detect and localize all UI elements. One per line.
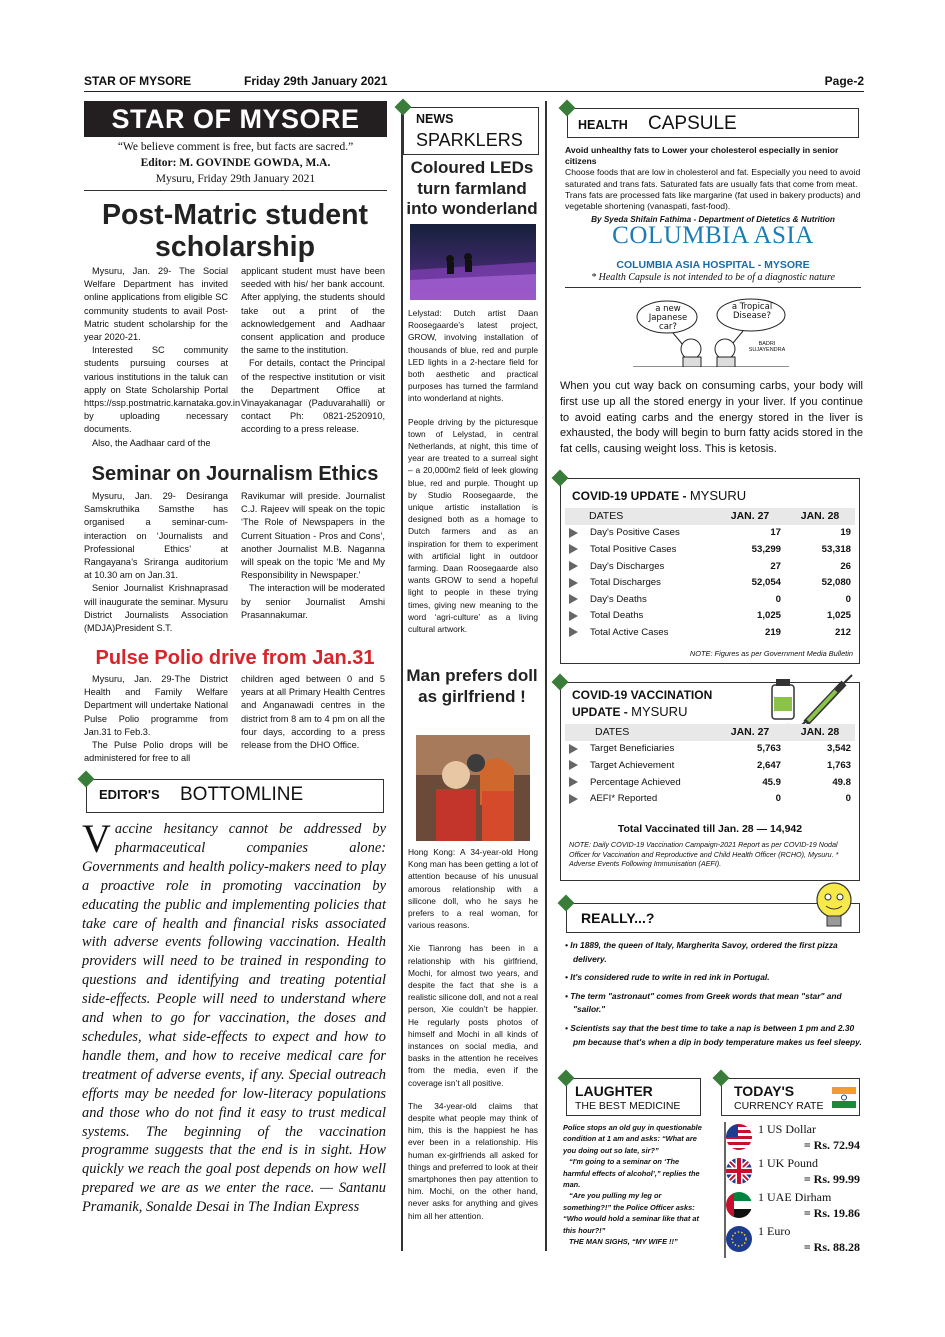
row-label: Target Achievement: [590, 759, 675, 771]
joke-line: “I'm going to a seminar on ‘The harmful effects of alcohol’,” replies the man.: [563, 1157, 700, 1190]
covid-col-header: JAN. 27: [715, 508, 785, 525]
table-row: [565, 558, 855, 575]
vacc-box: [560, 682, 860, 881]
arrow-icon: [569, 544, 578, 554]
table-row: [565, 741, 855, 758]
joke-line: “Are you pulling my leg or something?!” the Police Officer asks: “Who would hold a seminar like that at this hour?!”: [563, 1191, 699, 1235]
covid-col-header: DATES: [565, 508, 715, 525]
corner-mark: [552, 674, 569, 691]
row-value: 1,025: [826, 610, 851, 622]
health-body: Choose foods that are low in cholesterol and fat. Especially you need to avoid saturated and trans fats. Saturated fats are usually fats that come from meat. Trans fats are processed fats like margarine (fat used in bakery products) and vegetable shortening (vanaspati, fast-food).: [565, 167, 861, 212]
table-row: [565, 574, 855, 591]
arrow-icon: [569, 578, 578, 588]
cartoon-signature: BADRI SUJAYENDRA: [748, 341, 786, 353]
polio-col2: [241, 673, 385, 752]
editor-label-bold: EDITOR'S: [99, 787, 160, 802]
row-value: 0: [775, 793, 781, 805]
editor-body: accine hesitancy cannot be addressed by pharmaceutical companies alone: Governments and health policy-makers need to play a proactive role in promoting vaccination by educating the public and implementing policies that take care of health and financial risks associated with adverse events following vaccination. Health providers will need to be trained in responding to questions and identifying and treating potential side-effects. People will need to understand where and when to go for vaccination, the doses and schedules, what side-effects to expect and how to handle them, and how to receive medical care for treatment of adverse events, if any. Special outreach efforts may be needed for low-literacy populations and those who do not find it easy to trust medical systems. The beginning of the vaccination programme suggests that the end is in sight. How quickly we reach the goal post depends on how well prepared we are as we enter the race. — Santanu Pramanik, Sonalde Desai in The Indian Express: [82, 821, 386, 1216]
eu-flag-icon: [726, 1226, 752, 1252]
row-value: 53,299: [751, 543, 781, 555]
laughter-box: [566, 1078, 701, 1116]
row-value: 5,763: [756, 743, 781, 755]
really-title: REALLY...?: [581, 910, 655, 926]
currency-name: 1 Euro: [758, 1224, 791, 1238]
table-row: [565, 525, 855, 542]
list-item: • The term "astronaut" comes from Greek words that mean "star" and "sailor.": [565, 990, 842, 1015]
vacc-col-header: DATES: [565, 724, 715, 741]
header-title: STAR OF MYSORE: [84, 74, 192, 88]
led-field-photo: [410, 224, 536, 300]
health-note: * Health Capsule is not intended to be of a diagnostic nature: [591, 272, 835, 283]
vacc-total: Total Vaccinated till Jan. 28 — 14,942: [617, 823, 803, 835]
covid-title-bold: COVID-19 UPDATE -: [572, 489, 687, 503]
health-label-light: CAPSULE: [648, 113, 737, 134]
covid-col-header: JAN. 28: [785, 508, 855, 525]
list-item: • In 1889, the queen of Italy, Margherita Savoy, ordered the first pizza delivery.: [565, 940, 838, 964]
health-box: [567, 108, 859, 138]
table-row: [565, 608, 855, 625]
vacc-title-bold: UPDATE -: [572, 705, 628, 719]
row-label: Total Deaths: [590, 610, 644, 622]
row-label: AEFI* Reported: [590, 793, 658, 805]
table-row: [565, 541, 855, 558]
doll-photo-art: [416, 735, 530, 841]
row-label: Total Discharges: [590, 577, 661, 589]
vacc-title-line2: [572, 704, 687, 719]
currency-name: 1 UAE Dirham: [758, 1190, 832, 1204]
doll-photo: [416, 735, 530, 841]
scholarship-headline: [80, 199, 390, 263]
news-para: The 34-year-old claims that despite what people may think of him, this is the happiest he has ever been in a relationship. His human ex-girlfriends all asked for things and preferred to look at their smartphones then pay attention to him. Mochi, on the other hand, never asks for anything and gives him all her attention.: [408, 1100, 538, 1221]
row-value: 52,054: [751, 577, 781, 589]
uk-flag-icon: [726, 1158, 752, 1184]
currency-rate: = Rs. 72.94: [803, 1138, 860, 1152]
vacc-col-header: JAN. 28: [785, 724, 855, 741]
news-para: Lelystad: Dutch artist Daan Roosegaarde’s latest project, GROW, involving installation of thousands of blue, red and purple LED lights in a 2-hectare field for both aesthetic and practical purposes has turned the farmland into wonderland at nights.: [408, 308, 538, 404]
row-label: Day's Positive Cases: [590, 527, 680, 539]
row-label: Target Beneficiaries: [590, 743, 675, 755]
news-para: Xie Tianrong has been in a relationship with his girlfriend, Mochi, for almost two years, and despite the fact that she is a realistic silicone doll, and not a real person, Xie couldn’t be happier. He regularly posts photos of himself and Mochi in all kinds of instances on social media, and basks in the attention he receives from the media, even if the coverage isn’t all positive.: [408, 943, 538, 1088]
header-date: Friday 29th January 2021: [244, 74, 388, 88]
masthead-editor: Editor: M. GOVINDE GOWDA, M.A.: [140, 157, 331, 169]
currency-item-usd: [726, 1122, 862, 1156]
news-para: Hong Kong: A 34-year-old Hong Kong man has been getting a lot of attention because of his unusual amorous relationship with a silicone doll, who he says he prefers to a real woman, for various reasons.: [408, 847, 538, 931]
table-row: [565, 774, 855, 791]
currency-name: 1 UK Pound: [758, 1156, 819, 1170]
laughter-subtitle: THE BEST MEDICINE: [575, 1100, 681, 1112]
health-text: [565, 145, 861, 225]
corner-mark: [713, 1070, 730, 1087]
table-row: [565, 624, 855, 641]
editor-text: [82, 816, 386, 1217]
news-label-bold: NEWS: [416, 112, 454, 126]
covid-box: [560, 478, 860, 664]
currency-subtitle: CURRENCY RATE: [734, 1100, 824, 1112]
vacc-title-line1: COVID-19 VACCINATION: [572, 688, 713, 702]
lightbulb-icon: [806, 880, 862, 932]
currency-item-gbp: [726, 1156, 862, 1190]
currency-box: [721, 1078, 860, 1116]
seminar-para: The interaction will be moderated by senior Journalist Amshi Prasannakumar.: [241, 583, 385, 620]
joke-line: THE MAN SIGHS, “MY WIFE !!”: [569, 1237, 678, 1247]
row-value: 27: [770, 560, 781, 572]
covid-table: [565, 508, 855, 641]
ketosis-para: When you cut way back on consuming carbs, your body will first use up all the stored energy in your liver. If you continue to avoid eating carbs and the energy stored in the liver is exhausted, the body will begin to burn fatty acids stored in the fat cells, causing weight loss. This is ketosis.: [560, 380, 863, 456]
corner-mark: [559, 100, 576, 117]
polio-para: Mysuru, Jan. 29-The District Health and Family Welfare Department will undertake National Pulse Polio programme from Jan.31 to Feb.3.: [84, 674, 228, 737]
really-item-text: Scientists say that the best time to take a nap is between 1 pm and 2.30 pm because that's when a dip in body temperature makes us feel sleepy.: [570, 1022, 862, 1047]
row-label: Day's Discharges: [590, 560, 665, 572]
seminar-para: Senior Journalist Krishnaprasad will inaugurate the seminar. Mysuru District Journalists Association (MDJA)President S.T.: [84, 583, 229, 634]
health-rule: [565, 287, 861, 288]
row-value: 2,647: [756, 759, 781, 771]
row-label: Percentage Achieved: [590, 776, 681, 788]
currency-item-eur: [726, 1224, 862, 1258]
row-value: 0: [775, 593, 781, 605]
arrow-icon: [569, 744, 578, 754]
vacc-note: NOTE: Daily COVID-19 Vaccination Campaign-2021 Report as per COVID-19 Nodal Officer for Vaccination and Reproductive and Child Health Officer (RCHO), Mysuru. * Adverse Events Following Immunisation (AEFI).: [569, 840, 839, 869]
covid-title-light: MYSURU: [689, 488, 747, 503]
header-page: Page-2: [824, 74, 864, 88]
scholarship-col1: [84, 265, 241, 450]
health-lead: Avoid unhealthy fats to Lower your cholesterol especially in senior citizens: [565, 145, 839, 167]
really-list: [563, 939, 863, 1049]
corner-mark: [558, 895, 575, 912]
currency-name: 1 US Dollar: [758, 1122, 816, 1136]
table-row: [565, 757, 855, 774]
corner-mark: [552, 470, 569, 487]
news-box: [403, 107, 539, 155]
laughter-title: LAUGHTER: [575, 1083, 653, 1099]
row-value: 0: [845, 593, 851, 605]
masthead-motto: “We believe comment is free, but facts are sacred.”: [117, 141, 354, 153]
health-byline: By Syeda Shifain Fathima - Department of Dietetics & Nutrition: [591, 215, 835, 225]
corner-mark: [395, 99, 412, 116]
vacc-header-row: [565, 724, 855, 741]
scholarship-para: For details, contact the Principal of the respective institution or visit the Department Office at Vinayakanagar (Paduvarahalli) or contact Ph: 0821-2520910, according to a press release.: [241, 358, 385, 435]
list-item: • Scientists say that the best time to take a nap is between 1 pm and 2.30 pm because that's when a dip in body temperature makes us feel sleepy.: [565, 1022, 862, 1047]
corner-mark: [78, 771, 95, 788]
seminar-col1: [84, 490, 228, 635]
polio-col1: [84, 673, 228, 765]
really-item-text: In 1889, the queen of Italy, Margherita Savoy, ordered the first pizza delivery.: [570, 940, 838, 964]
row-label: Day's Deaths: [590, 593, 647, 605]
row-value: 19: [840, 527, 851, 539]
corner-mark: [558, 1070, 575, 1087]
arrow-icon: [569, 611, 578, 621]
row-value: 1,025: [756, 610, 781, 622]
vacc-col-header: JAN. 27: [715, 724, 785, 741]
currency-list: [724, 1122, 862, 1258]
scholarship-para: Mysuru, Jan. 29- The Social Welfare Department has invited online applications from eligible SC community students to avail Post-Matric student scholarship for the year 2020-21.: [84, 266, 228, 343]
scholarship-para: Interested SC community students pursuing courses at various institutions in the taluk can apply on State Scholarship Portal https://ssp.postmatric.karnataka.gov.in by uploading necessary documents.: [84, 345, 241, 435]
news-rule-right: [545, 101, 547, 1251]
row-value: 212: [834, 626, 851, 638]
arrow-icon: [569, 528, 578, 538]
row-value: 219: [764, 626, 781, 638]
masthead-name: STAR OF MYSORE: [84, 101, 387, 137]
row-value: 0: [845, 793, 851, 805]
row-value: 49.8: [832, 776, 851, 788]
vacc-table: [565, 724, 855, 807]
covid-header-row: [565, 508, 855, 525]
really-item-text: It's considered rude to write in red ink in Portugal.: [570, 972, 770, 983]
masthead-block: [84, 139, 387, 187]
scholarship-col2: [241, 265, 385, 437]
currency-rate: = Rs. 88.28: [803, 1240, 860, 1254]
covid-title: [572, 488, 746, 503]
cartoon-bubble-1: a new Japanese car?: [648, 304, 688, 332]
scholarship-headline-line1: Post-Matric student: [101, 199, 369, 231]
hospital-name: COLUMBIA ASIA HOSPITAL - MYSORE: [616, 259, 810, 271]
currency-rate: = Rs. 19.86: [803, 1206, 860, 1220]
news-story-2: [408, 846, 538, 1222]
scholarship-para: Also, the Aadhaar card of the: [92, 437, 211, 448]
currency-title: TODAY'S: [734, 1083, 795, 1099]
row-label: Total Active Cases: [590, 626, 669, 638]
arrow-icon: [569, 594, 578, 604]
arrow-icon: [569, 627, 578, 637]
masthead-dateline: Mysuru, Friday 29th January 2021: [155, 173, 316, 185]
seminar-para: Ravikumar will preside. Journalist C.J. Rajeev will speak on the topic ‘The Role of Newspapers in the Current Situation - Pros and Cons’, another Journalist M.B. Naganna will speak on the topic ‘Me and My Responsibility in Newspaper.’: [241, 491, 385, 581]
columbia-logo: COLUMBIA ASIA: [612, 222, 814, 249]
row-value: 52,080: [821, 577, 851, 589]
us-flag-icon: [726, 1124, 752, 1150]
arrow-icon: [569, 561, 578, 571]
scholarship-headline-line2: scholarship: [155, 231, 315, 263]
row-label: Total Positive Cases: [590, 543, 677, 555]
news-label-light: SPARKLERS: [416, 130, 523, 150]
polio-para: children aged between 0 and 5 years at all Primary Health Centres and Anganawadi centres in the district from 8 am to 4 pm on all the four days, according to a press release from the DHO Office.: [241, 674, 385, 751]
page-header: [84, 70, 864, 92]
covid-note: NOTE: Figures as per Government Media Bulletin: [689, 649, 853, 658]
editor-label-light: BOTTOMLINE: [180, 784, 304, 805]
polio-para: The Pulse Polio drops will be administered for free to all: [84, 740, 228, 764]
arrow-icon: [569, 777, 578, 787]
led-field-image: [410, 224, 536, 300]
vacc-title-light: MYSURU: [631, 704, 688, 719]
table-row: [565, 790, 855, 807]
row-value: 1,763: [826, 759, 851, 771]
seminar-headline: Seminar on Journalism Ethics: [91, 463, 379, 485]
cartoon: [633, 297, 789, 367]
row-value: 45.9: [762, 776, 781, 788]
really-item-text: The term "astronaut" comes from Greek words that mean "star" and "sailor.": [570, 990, 842, 1015]
row-value: 17: [770, 527, 781, 539]
editor-box: [86, 779, 384, 813]
scholarship-para: applicant student must have been seeded with his/ her bank account. After applying, the students should take out a print of the acknowledgement and Aadhaar consent application and produce the same to the institution.: [241, 266, 385, 356]
news-story-1: [408, 307, 538, 635]
news-headline-1: Coloured LEDs turn farmland into wonderland: [406, 158, 538, 218]
uae-flag-icon: [726, 1192, 752, 1218]
health-label-bold: HEALTH: [578, 118, 628, 132]
news-para: People driving by the picturesque town of Lelystad, in central Netherlands, at night, this time of year are treated to a surreal sight – a 20,000m2 field of leek glowing blue, red and purple. Thought up by Studio Roosegaarde, the unique artistic installation is designed both as a homage to Dutch farmers and as an inspiration for them to experiment with artificial light in outdoor farming. Daan Roosegaarde also wants GROW to send a hopeful light to people in these trying times, giving new meaning to the word ‘agri-culture’ as a living cultural artwork.: [408, 416, 538, 635]
cartoon-bubble-2: a Tropical Disease?: [731, 302, 773, 321]
polio-headline: Pulse Polio drive from Jan.31: [95, 647, 375, 669]
seminar-para: Mysuru, Jan. 29- Desiranga Samskruthika Samsthe has organised a seminar-cum-interaction on ‘Journalists and Professional Ethics’ at Rangayana’s Sriranga auditorium at 10.30 am on Jan.31.: [84, 491, 228, 581]
row-value: 3,542: [826, 743, 851, 755]
row-value: 53,318: [821, 543, 851, 555]
news-headline-2: Man prefers doll as girlfriend !: [406, 666, 538, 706]
list-item: • It's considered rude to write in red ink in Portugal.: [565, 972, 770, 983]
seminar-col2: [241, 490, 385, 622]
currency-item-aed: [726, 1190, 862, 1224]
joke-line: Police stops an old guy in questionable condition at 1 am and asks: “What are you doing out so late, sir?”: [563, 1123, 702, 1155]
india-flag-icon: [832, 1085, 856, 1109]
arrow-icon: [569, 760, 578, 770]
row-value: 26: [840, 560, 851, 572]
table-row: [565, 591, 855, 608]
laughter-text: [563, 1122, 705, 1247]
currency-rate: = Rs. 99.99: [803, 1172, 860, 1186]
editor-dropcap: V: [82, 816, 111, 861]
arrow-icon: [569, 794, 578, 804]
masthead-rule: [84, 190, 387, 191]
